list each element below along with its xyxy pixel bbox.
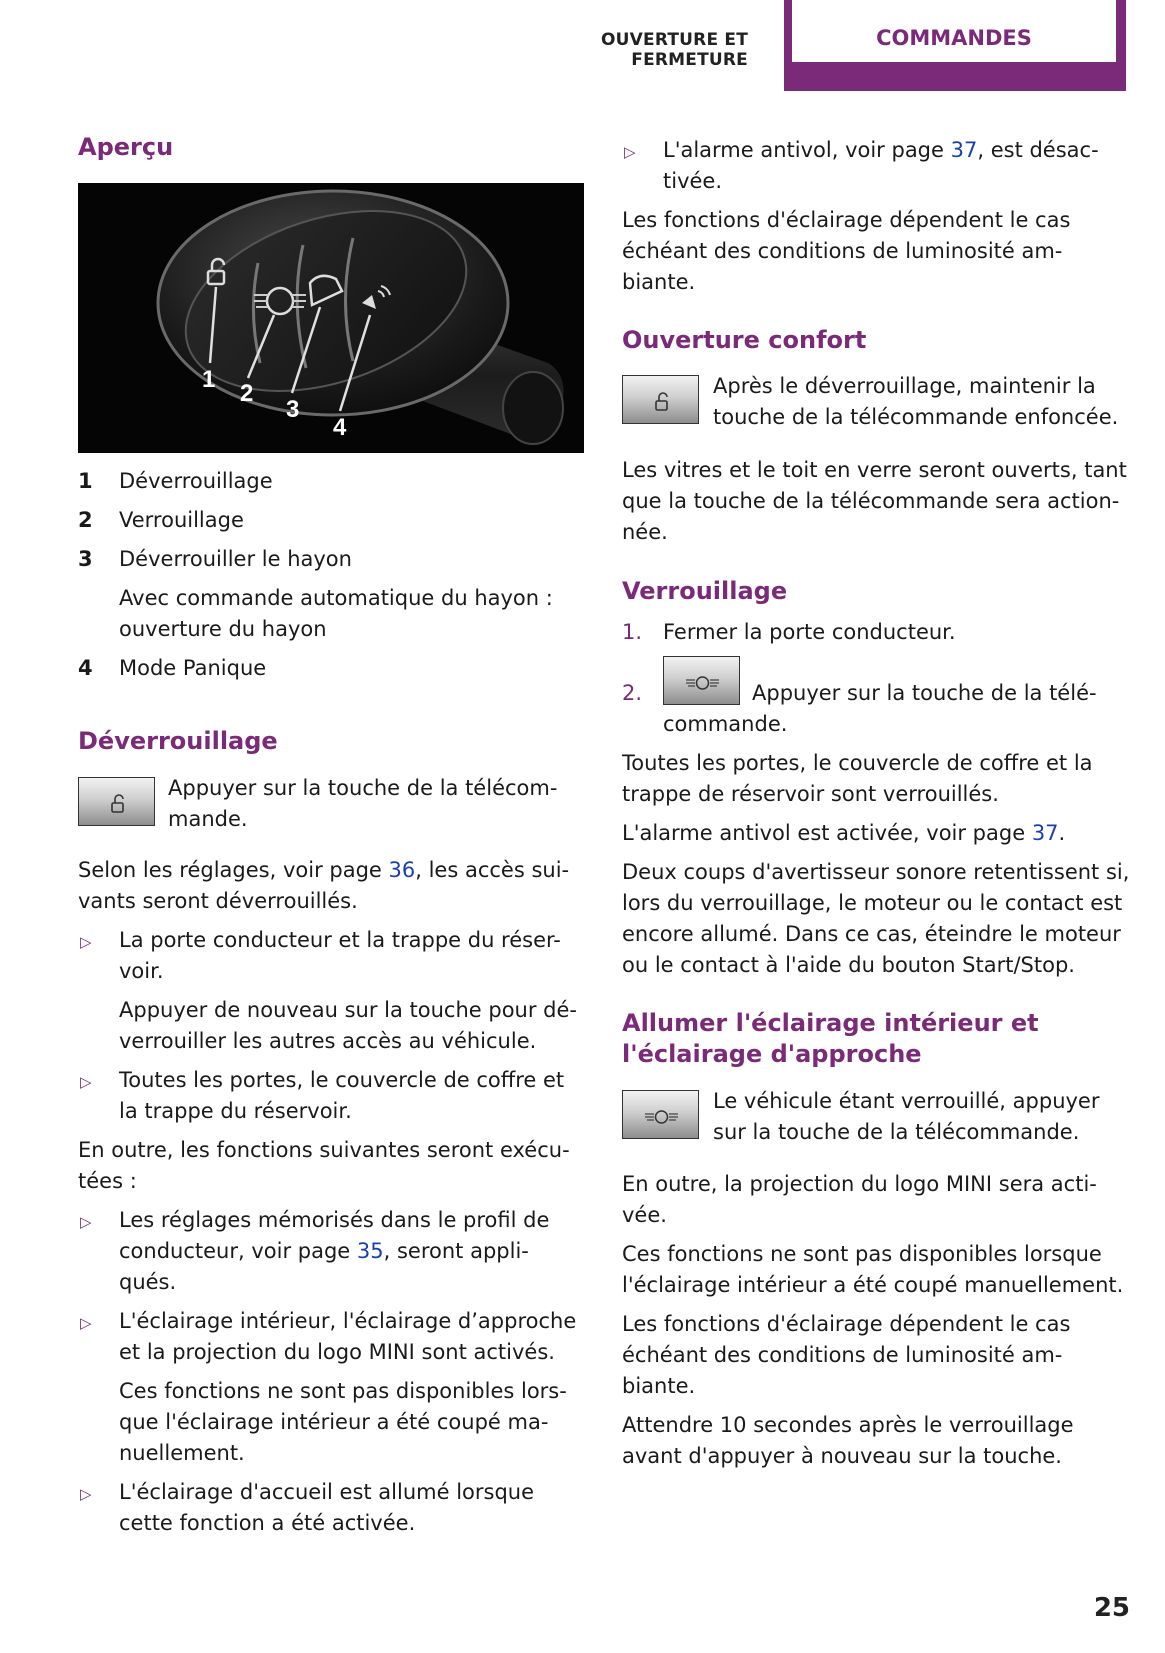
paragraph-line: née.	[622, 520, 668, 544]
paragraph-line: biante.	[622, 1374, 696, 1398]
figure-number-4: 4	[333, 414, 347, 441]
allumer-button-text: Le véhicule étant verrouillé, appuyer	[713, 1089, 1100, 1113]
paragraph-line: biante.	[622, 270, 696, 294]
paragraph-line: Les fonctions d'éclairage dépendent le cas	[622, 1312, 1071, 1336]
bullet-line: cette fonction a été activée.	[119, 1511, 416, 1535]
mini-logo-button-icon	[622, 1090, 699, 1139]
paragraph-line: Les vitres et le toit en verre seront ouverts, tant	[622, 458, 1127, 482]
page-link-36[interactable]: 36	[388, 858, 416, 882]
bullet-line: voir.	[119, 959, 164, 983]
step-text: commande.	[663, 712, 788, 736]
bullet-subline: nuellement.	[119, 1441, 245, 1465]
figure-number-2: 2	[240, 380, 254, 407]
ouverture-button-text: touche de la télécommande enfoncée.	[713, 405, 1119, 429]
step-number: 2.	[622, 681, 643, 705]
deverrouillage-button-text: Appuyer sur la touche de la télécom-	[168, 776, 558, 800]
legend-text: Mode Panique	[119, 656, 267, 680]
bullet-line: L'éclairage d'accueil est allumé lorsque	[119, 1480, 535, 1504]
paragraph-line: En outre, les fonctions suivantes seront exécu-	[78, 1138, 570, 1162]
page-number: 25	[1093, 1593, 1130, 1623]
unlock-button-icon	[78, 777, 155, 826]
text-span: L'alarme antivol, voir page	[663, 138, 951, 162]
paragraph-line: échéant des conditions de luminosité am-	[622, 1343, 1063, 1367]
bullet-line: la trappe du réservoir.	[119, 1099, 352, 1123]
figure-number-1: 1	[202, 366, 216, 393]
paragraph-line: vée.	[622, 1203, 667, 1227]
legend-text: Déverrouillage	[119, 469, 273, 493]
paragraph-line	[78, 855, 569, 886]
bullet-triangle-icon: ▷	[80, 1073, 92, 1091]
bullet-line: Les réglages mémorisés dans le profil de	[119, 1208, 550, 1232]
bullet-triangle-icon: ▷	[80, 933, 92, 951]
figure-number-3: 3	[286, 396, 300, 423]
heading-ouverture-confort: Ouverture confort	[622, 326, 867, 354]
paragraph-line: Les fonctions d'éclairage dépendent le cas	[622, 208, 1071, 232]
paragraph-line: avant d'appuyer à nouveau sur la touche.	[622, 1444, 1062, 1468]
paragraph-line: échéant des conditions de luminosité am-	[622, 239, 1063, 263]
page-link-35[interactable]: 35	[356, 1239, 384, 1263]
bullet-line	[663, 135, 1099, 166]
bullet-subline: verrouiller les autres accès au véhicule.	[119, 1029, 537, 1053]
text-span: Selon les réglages, voir page	[78, 858, 389, 882]
legend-subtext-line: Avec commande automatique du hayon :	[119, 586, 553, 610]
paragraph-line	[622, 818, 1065, 849]
legend-text: Déverrouiller le hayon	[119, 547, 352, 571]
mini-logo-button-icon	[663, 656, 740, 705]
chapter-tab-label: COMMANDES	[876, 26, 1032, 50]
bullet-triangle-icon: ▷	[80, 1213, 92, 1231]
bullet-line: qués.	[119, 1270, 177, 1294]
text-span: , seront appli-	[383, 1239, 529, 1263]
paragraph-line: l'éclairage intérieur a été coupé manuellement.	[622, 1273, 1124, 1297]
legend-text: Verrouillage	[119, 508, 244, 532]
paragraph-line: Toutes les portes, le couvercle de coffre et la	[622, 751, 1093, 775]
bullet-triangle-icon: ▷	[624, 143, 636, 161]
bullet-subline: Ces fonctions ne sont pas disponibles lors-	[119, 1379, 567, 1403]
paragraph-line: Deux coups d'avertisseur sonore retentissent si,	[622, 860, 1130, 884]
page-link-37[interactable]: 37	[950, 138, 978, 162]
text-span: L'alarme antivol est activée, voir page	[622, 821, 1032, 845]
legend-number: 3	[78, 547, 93, 571]
step-text: Appuyer sur la touche de la télé-	[752, 681, 1097, 705]
legend-subtext-line: ouverture du hayon	[119, 617, 327, 641]
bullet-line: La porte conducteur et la trappe du réser-	[119, 928, 561, 952]
bullet-subline: que l'éclairage intérieur a été coupé ma-	[119, 1410, 549, 1434]
paragraph-line: trappe de réservoir sont verrouillés.	[622, 782, 999, 806]
text-span: .	[1058, 821, 1066, 845]
bullet-line: Toutes les portes, le couvercle de coffre et	[119, 1068, 565, 1092]
heading-apercu: Aperçu	[78, 133, 174, 161]
heading-allumer: l'éclairage d'approche	[622, 1040, 922, 1068]
page-link-37[interactable]: 37	[1031, 821, 1059, 845]
ouverture-button-text: Après le déverrouillage, maintenir la	[713, 374, 1096, 398]
paragraph-line: ou le contact à l'aide du bouton Start/Stop.	[622, 953, 1075, 977]
step-text: Fermer la porte conducteur.	[663, 620, 956, 644]
chapter-tab	[784, 0, 1126, 91]
paragraph-line: lors du verrouillage, le moteur ou le contact est	[622, 891, 1123, 915]
remote-key-figure	[78, 183, 584, 453]
heading-verrouillage: Verrouillage	[622, 577, 788, 605]
legend-number: 1	[78, 469, 93, 493]
paragraph-line: Attendre 10 secondes après le verrouillage	[622, 1413, 1074, 1437]
paragraph-line: que la touche de la télécommande sera action-	[622, 489, 1120, 513]
text-span: , est désac-	[977, 138, 1099, 162]
bullet-line	[119, 1236, 529, 1267]
bullet-line: et la projection du logo MINI sont activés.	[119, 1340, 555, 1364]
heading-allumer: Allumer l'éclairage intérieur et	[622, 1009, 1039, 1037]
paragraph-line: tées :	[78, 1169, 137, 1193]
unlock-button-icon	[622, 375, 699, 424]
legend-number: 2	[78, 508, 93, 532]
bullet-triangle-icon: ▷	[80, 1485, 92, 1503]
paragraph-line: En outre, la projection du logo MINI sera acti-	[622, 1172, 1097, 1196]
bullet-triangle-icon: ▷	[80, 1314, 92, 1332]
legend-number: 4	[78, 656, 93, 680]
paragraph-line: Ces fonctions ne sont pas disponibles lorsque	[622, 1242, 1102, 1266]
bullet-line: tivée.	[663, 169, 723, 193]
deverrouillage-button-text: mande.	[168, 807, 248, 831]
step-number: 1.	[622, 620, 643, 644]
text-span: , les accès sui-	[415, 858, 570, 882]
heading-deverrouillage: Déverrouillage	[78, 727, 278, 755]
paragraph-line: encore allumé. Dans ce cas, éteindre le moteur	[622, 922, 1121, 946]
allumer-button-text: sur la touche de la télécommande.	[713, 1120, 1080, 1144]
bullet-line: L'éclairage intérieur, l'éclairage d’approche	[119, 1309, 577, 1333]
bullet-subline: Appuyer de nouveau sur la touche pour dé-	[119, 998, 577, 1022]
text-span: conducteur, voir page	[119, 1239, 357, 1263]
section-header: OUVERTURE ET FERMETURE	[601, 30, 748, 70]
paragraph-line: vants seront déverrouillés.	[78, 889, 358, 913]
